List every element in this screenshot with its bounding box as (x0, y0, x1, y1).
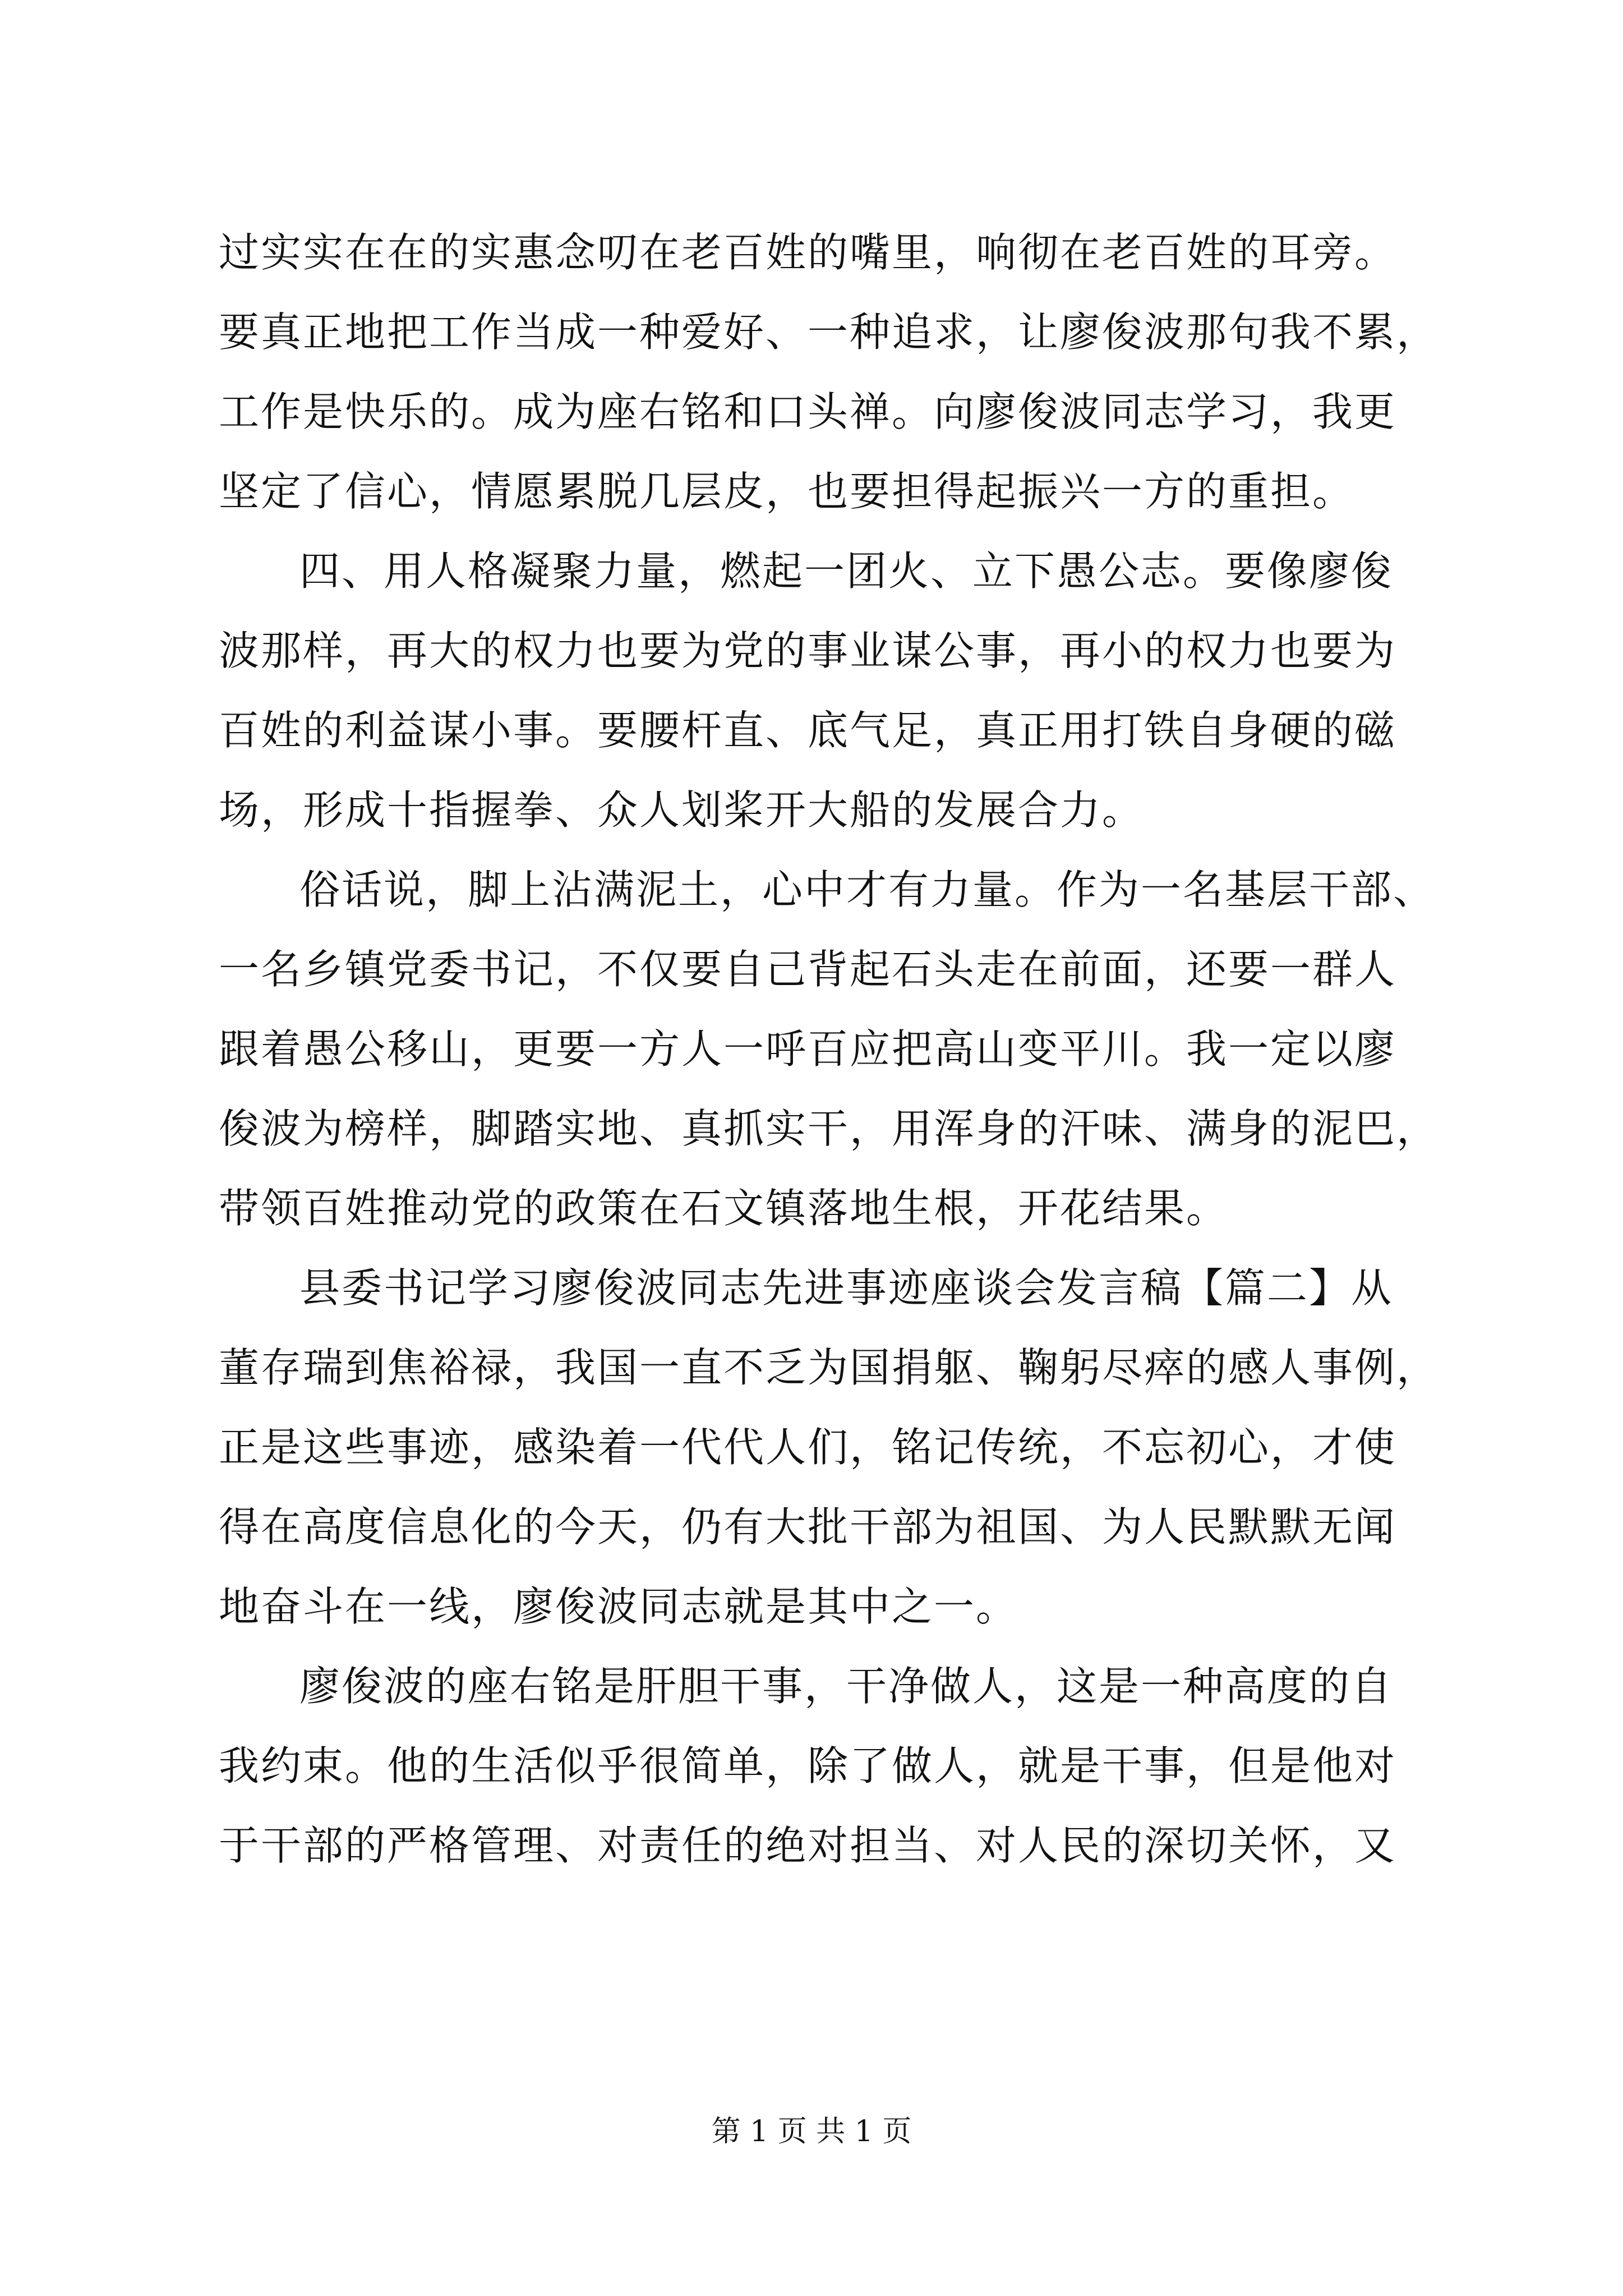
text-line: 带领百姓推动党的政策在石文镇落地生根，开花结果。 (219, 1185, 1229, 1232)
text-line: 坚定了信心，情愿累脱几层皮，也要担得起振兴一方的重担。 (219, 468, 1355, 515)
paragraph-first-line: 俗话说，脚上沾满泥土，心中才有力量。作为一名基层干部、 (299, 866, 1436, 913)
text-line: 一名乡镇党委书记，不仅要自己背起石头走在前面，还要一群人 (219, 946, 1397, 993)
text-line: 百姓的利益谋小事。要腰杆直、底气足，真正用打铁自身硬的磁 (219, 707, 1397, 754)
text-line: 工作是快乐的。成为座右铭和口头禅。向廖俊波同志学习，我更 (219, 388, 1397, 435)
text-line: 要真正地把工作当成一种爱好、一种追求，让廖俊波那句我不累， (219, 309, 1439, 356)
text-line: 跟着愚公移山，更要一方人一呼百应把高山变平川。我一定以廖 (219, 1025, 1397, 1073)
paragraph-first-line: 县委书记学习廖俊波同志先进事迹座谈会发言稿【篇二】从 (299, 1264, 1394, 1312)
text-line: 俊波为榜样，脚踏实地、真抓实干，用浑身的汗味、满身的泥巴， (219, 1105, 1439, 1152)
paragraph-first-line: 四、用人格凝聚力量，燃起一团火、立下愚公志。要像廖俊 (299, 547, 1394, 595)
text-line: 于干部的严格管理、对责任的绝对担当、对人民的深切关怀，又 (219, 1822, 1397, 1869)
paragraph-first-line: 廖俊波的座右铭是肝胆干事，干净做人，这是一种高度的自 (299, 1663, 1394, 1710)
text-line: 得在高度信息化的今天，仍有大批干部为祖国、为人民默默无闻 (219, 1503, 1397, 1550)
text-line: 正是这些事迹，感染着一代代人们，铭记传统，不忘初心，才使 (219, 1424, 1397, 1471)
page-number-footer: 第 1 页 共 1 页 (711, 2115, 912, 2148)
text-line: 场，形成十指握拳、众人划桨开大船的发展合力。 (219, 786, 1145, 834)
text-line: 董存瑞到焦裕禄，我国一直不乏为国捐躯、鞠躬尽瘁的感人事例， (219, 1344, 1439, 1391)
text-line: 波那样，再大的权力也要为党的事业谋公事，再小的权力也要为 (219, 627, 1397, 674)
text-line: 我约束。他的生活似乎很简单，除了做人，就是干事，但是他对 (219, 1742, 1397, 1789)
text-line: 过实实在在的实惠念叨在老百姓的嘴里，响彻在老百姓的耳旁。 (219, 229, 1397, 276)
text-line: 地奋斗在一线，廖俊波同志就是其中之一。 (219, 1583, 1018, 1630)
